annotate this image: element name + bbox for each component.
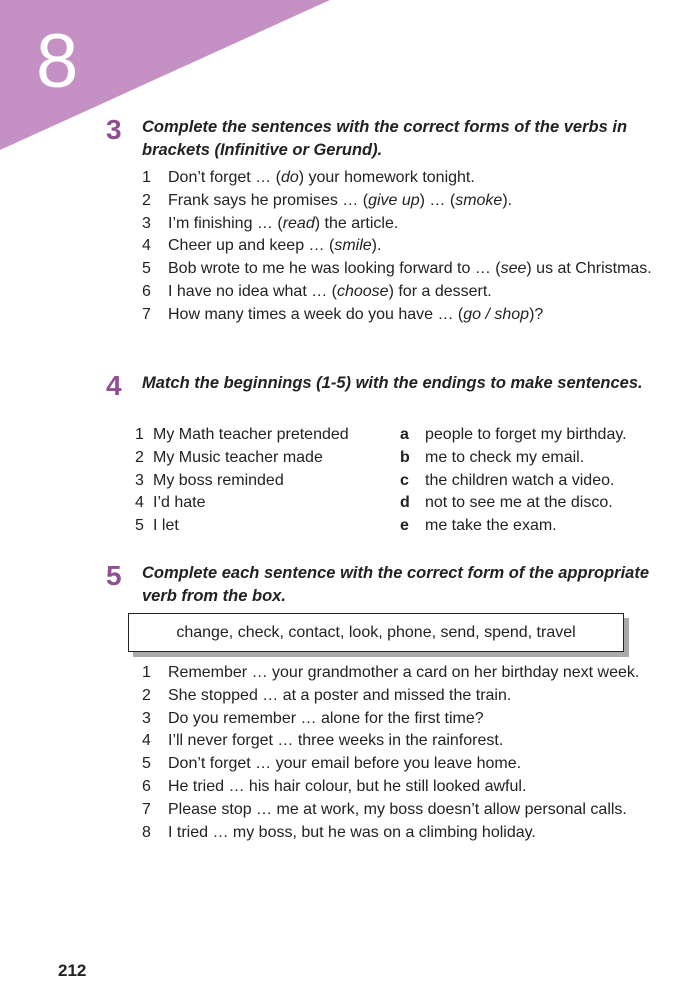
- item-number: 5: [142, 260, 151, 278]
- ending-letter: a: [400, 426, 409, 443]
- exercise-4-number: 4: [106, 370, 122, 401]
- item-number: 1: [142, 664, 151, 681]
- list-item: [142, 685, 682, 708]
- exercise-3-number: 3: [106, 114, 122, 145]
- exercise-3-instruction: Complete the sentences with the correct forms of the verbs in brackets (Infinitive or Gerund).: [142, 118, 628, 159]
- text-segment: ) your homework tonight.: [298, 169, 475, 186]
- match-row: [135, 492, 675, 515]
- list-item: [142, 190, 682, 213]
- text-segment: Cheer up and keep … (: [168, 237, 335, 255]
- item-text: Don’t forget … your email before you leave home.: [168, 755, 522, 773]
- text-segment: Bob wrote to me he was looking forward to … (: [168, 260, 501, 278]
- beginning-text: I let: [153, 517, 179, 535]
- ending-text: the children watch a video.: [425, 471, 615, 489]
- item-number: 2: [142, 686, 151, 704]
- ending-text: me to check my email.: [425, 448, 585, 466]
- ending-letter: b: [400, 448, 410, 466]
- exercise-5-number: 5: [106, 560, 122, 591]
- beginning-text: My Math teacher pretended: [153, 426, 349, 443]
- text-segment: How many times a week do you have … (: [168, 305, 464, 323]
- list-item: [142, 662, 682, 685]
- text-segment: ).: [502, 191, 513, 209]
- page-number: 212: [58, 961, 87, 980]
- item-number: 7: [142, 305, 151, 323]
- text-segment: ) the article.: [314, 214, 399, 232]
- beginning-number: 5: [135, 517, 144, 535]
- item-number: 4: [142, 732, 151, 750]
- item-number: 1: [142, 169, 151, 186]
- list-item: [142, 753, 682, 776]
- item-text: Remember … your grandmother a card on her birthday next week.: [168, 664, 640, 681]
- verb-hint: go / shop: [463, 305, 530, 323]
- list-item: [142, 730, 682, 753]
- text-segment: I have no idea what … (: [168, 282, 337, 300]
- exercise-5-list: [142, 662, 682, 844]
- match-row: [135, 424, 675, 447]
- exercise-4-matching: [135, 424, 675, 538]
- list-item: [142, 213, 682, 236]
- item-text: [168, 235, 682, 258]
- item-number: 2: [142, 191, 151, 209]
- item-number: 7: [142, 800, 151, 818]
- list-item: [142, 281, 682, 304]
- item-number: 6: [142, 282, 151, 300]
- item-text: He tried … his hair colour, but he still looked awful.: [168, 777, 527, 795]
- text-segment: ).: [371, 237, 382, 255]
- list-item: [142, 708, 682, 731]
- verb-box-text: change, check, contact, look, phone, send, spend, travel: [176, 623, 576, 641]
- verb-hint: see: [500, 260, 527, 278]
- item-text: [168, 304, 682, 327]
- text-segment: ) us at Christmas.: [526, 260, 652, 278]
- ending-letter: e: [400, 517, 409, 535]
- exercise-5-instruction: Complete each sentence with the correct form of the appropriate verb from the box.: [142, 564, 650, 605]
- list-item: [142, 799, 682, 822]
- beginning-text: My boss reminded: [153, 471, 284, 489]
- item-text: [168, 281, 682, 304]
- item-text: [168, 258, 682, 281]
- verb-hint: choose: [336, 282, 389, 300]
- item-text: Do you remember … alone for the first time?: [168, 709, 484, 727]
- verb-hint: give up: [368, 191, 420, 209]
- verb-hint: read: [282, 214, 315, 232]
- text-segment: Don’t forget … (: [168, 169, 281, 186]
- list-item: [142, 822, 682, 845]
- ending-text: not to see me at the disco.: [425, 494, 613, 512]
- beginning-number: 2: [135, 448, 144, 466]
- list-item: [142, 304, 682, 327]
- item-text: [168, 213, 682, 236]
- verb-hint: smile: [334, 237, 372, 255]
- beginning-text: I’d hate: [153, 494, 206, 512]
- item-number: 6: [142, 777, 151, 795]
- item-text: [168, 167, 682, 190]
- beginning: [135, 470, 400, 493]
- match-row: [135, 470, 675, 493]
- ending-text: me take the exam.: [425, 517, 557, 535]
- list-item: [142, 776, 682, 799]
- ending-text: people to forget my birthday.: [425, 426, 627, 443]
- text-segment: ) … (: [419, 191, 456, 209]
- beginning: [135, 424, 400, 447]
- text-segment: )?: [529, 305, 544, 323]
- ending-letter: d: [400, 494, 410, 512]
- beginning-number: 1: [135, 426, 144, 443]
- verb-hint: smoke: [455, 191, 503, 209]
- list-item: [142, 167, 682, 190]
- item-number: 3: [142, 709, 151, 727]
- exercise-3-list: [142, 167, 682, 327]
- text-segment: Frank says he promises … (: [168, 191, 369, 209]
- item-text: I’ll never forget … three weeks in the rainforest.: [168, 732, 504, 750]
- item-number: 4: [142, 237, 151, 255]
- text-segment: ) for a dessert.: [388, 282, 492, 300]
- item-text: [168, 190, 682, 213]
- beginning-text: My Music teacher made: [153, 448, 323, 466]
- exercise-4-instruction: Match the beginnings (1-5) with the endings to make sentences.: [142, 374, 643, 392]
- beginning: [135, 447, 400, 470]
- item-text: I tried … my boss, but he was on a climbing holiday.: [168, 823, 536, 841]
- verb-box: [128, 613, 624, 652]
- beginning-number: 4: [135, 494, 144, 512]
- match-row: [135, 447, 675, 470]
- unit-number: 8: [36, 19, 79, 104]
- text-segment: I’m finishing … (: [168, 214, 283, 232]
- ending-letter: c: [400, 471, 409, 489]
- item-number: 8: [142, 823, 151, 841]
- verb-hint: do: [280, 169, 299, 186]
- list-item: [142, 258, 682, 281]
- item-text: Please stop … me at work, my boss doesn’t allow personal calls.: [168, 800, 627, 818]
- list-item: [142, 235, 682, 258]
- beginning-number: 3: [135, 471, 144, 489]
- beginning: [135, 515, 400, 538]
- item-number: 5: [142, 755, 151, 773]
- match-row: [135, 515, 675, 538]
- item-number: 3: [142, 214, 151, 232]
- beginning: [135, 492, 400, 515]
- item-text: She stopped … at a poster and missed the train.: [168, 686, 512, 704]
